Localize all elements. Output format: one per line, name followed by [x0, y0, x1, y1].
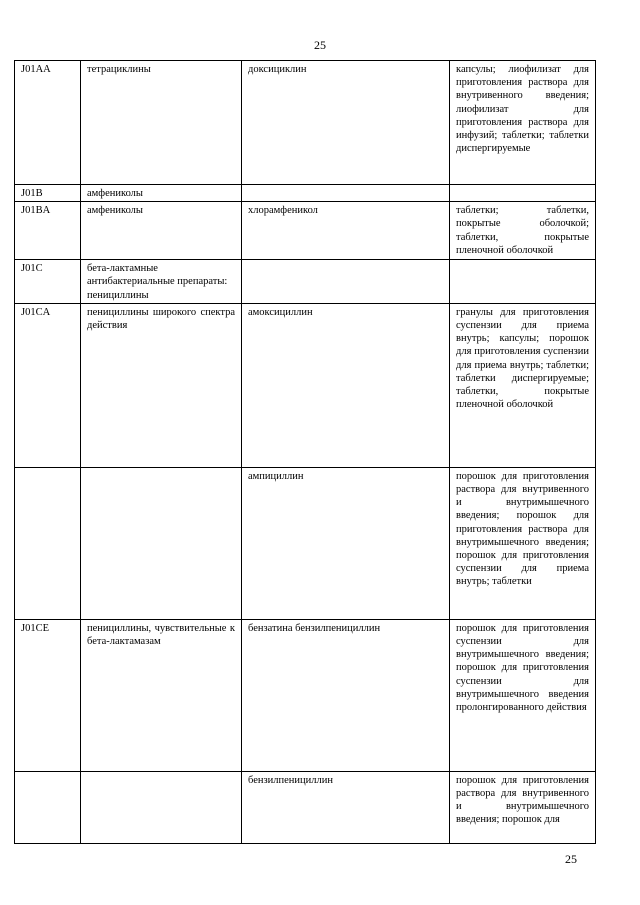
drug-name-cell: [242, 260, 450, 304]
atc-code-cell: [15, 771, 81, 843]
drug-name-cell: ампициллин: [242, 467, 450, 619]
drug-name-cell: амоксициллин: [242, 303, 450, 467]
group-cell: [81, 771, 242, 843]
page-number-bottom: 25: [565, 852, 577, 866]
drug-name-cell: бензилпенициллин: [242, 771, 450, 843]
group-cell: пенициллины широкого спектра действия: [81, 303, 242, 467]
group-cell: амфениколы: [81, 202, 242, 260]
dosage-form-cell: порошок для приготовления раствора для внутривенного и внутримышечного введения; порошок для приготовления раствора для внутримышечного введения; порошок для приготовления суспензии для приема внутрь; таблетки: [450, 467, 596, 619]
page-number-top: 25: [314, 38, 326, 52]
atc-code-cell: J01CA: [15, 303, 81, 467]
table-row: [15, 61, 596, 185]
group-cell: бета-лактамные антибактериальные препараты: пенициллины: [81, 260, 242, 304]
drug-name-cell: бензатина бензилпенициллин: [242, 619, 450, 771]
table-row: [15, 467, 596, 619]
drug-table: [14, 60, 596, 844]
dosage-form-cell: таблетки; таблетки, покрытые оболочкой; таблетки, покрытые пленочной оболочкой: [450, 202, 596, 260]
table-row: [15, 185, 596, 202]
atc-code-cell: J01CE: [15, 619, 81, 771]
dosage-form-cell: [450, 260, 596, 304]
group-cell: тетрациклины: [81, 61, 242, 185]
table-row: [15, 619, 596, 771]
atc-code-cell: [15, 467, 81, 619]
table-row: [15, 303, 596, 467]
dosage-form-cell: порошок для приготовления суспензии для внутримышечного введения; порошок для приготовления суспензии для внутримышечного введения пролонгированного действия: [450, 619, 596, 771]
drug-name-cell: [242, 185, 450, 202]
table-row: [15, 202, 596, 260]
group-cell: [81, 467, 242, 619]
atc-code-cell: J01BA: [15, 202, 81, 260]
table-row: [15, 771, 596, 843]
group-cell: пенициллины, чувствительные к бета-лактамазам: [81, 619, 242, 771]
dosage-form-cell: гранулы для приготовления суспензии для приема внутрь; капсулы; порошок для приготовления суспензии для приема внутрь; таблетки; таблетки диспергируемые; таблетки, покрытые пленочной оболочкой: [450, 303, 596, 467]
atc-code-cell: J01B: [15, 185, 81, 202]
dosage-form-cell: капсулы; лиофилизат для приготовления раствора для внутривенного введения; лиофилизат для приготовления раствора для инфузий; таблетки; таблетки диспергируемые: [450, 61, 596, 185]
dosage-form-cell: [450, 185, 596, 202]
atc-code-cell: J01AA: [15, 61, 81, 185]
group-cell: амфениколы: [81, 185, 242, 202]
dosage-form-cell: порошок для приготовления раствора для внутривенного и внутримышечного введения; порошок для: [450, 771, 596, 843]
atc-code-cell: J01C: [15, 260, 81, 304]
drug-name-cell: хлорамфеникол: [242, 202, 450, 260]
table-row: [15, 260, 596, 304]
drug-name-cell: доксициклин: [242, 61, 450, 185]
